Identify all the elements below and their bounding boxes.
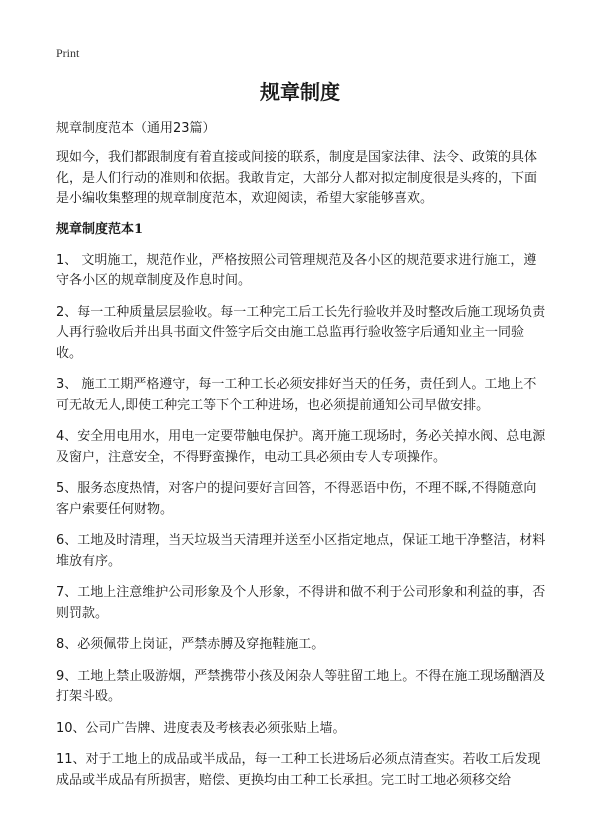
rule-item-4: 4、安全用电用水，用电一定要带触电保护。离开施工现场时，务必关掉水阀、总电源及窗户，注意安全，不得野蛮操作，电动工具必须由专人专项操作。 [56,429,546,465]
rule-item-2: 2、每一工种质量层层验收。每一工种完工后工长先行验收并及时整改后施工现场负责人再行验收后并出具书面文件签字后交由施工总监再行验收签字后通知业主一同验收。 [56,304,546,361]
rule-item-8: 8、必须佩带上岗证，严禁赤膊及穿拖鞋施工。 [56,637,325,652]
rule-item-1: 1、 文明施工，规范作业，严格按照公司管理规范及各小区的规范要求进行施工，遵守各小区的规章制度及作息时间。 [56,252,537,288]
document-subtitle: 规章制度范本（通用23篇） [56,121,216,136]
page-title: 规章制度 [260,80,340,104]
rule-item-11: 11、对于工地上的成品或半成品，每一工种工长进场后必须点清查实。若收工后发现成品或半成品有所损害，赔偿、更换均由工种工长承担。完工时工地必须移交给 [56,752,541,788]
document-body [56,119,548,802]
rule-item-10: 10、公司广告牌、进度表及考核表必须张贴上墙。 [56,720,346,736]
rule-item-7: 7、工地上注意维护公司形象及个人形象，不得讲和做不利于公司形象和利益的事，否则罚款。 [56,585,546,621]
intro-paragraph: 现如今，我们都跟制度有着直接或间接的联系，制度是国家法律、法令、政策的具体化，是人们行动的准则和依据。我敢肯定，大部分人都对拟定制度很是头疼的，下面是小编收集整理的规章制度范本，欢迎阅读，希望大家能够喜欢。 [56,150,538,206]
rule-item-5: 5、服务态度热情，对客户的提问要好言回答，不得恶语中伤，不理不睬,不得随意向客户索要任何财物。 [56,481,537,517]
rule-item-6: 6、工地及时清理，当天垃圾当天清理并送至小区指定地点，保证工地干净整洁，材料堆放有序。 [56,533,546,569]
rule-item-9: 9、工地上禁止吸游烟，严禁携带小孩及闲杂人等驻留工地上。不得在施工现场酗酒及打架斗殴。 [56,668,546,704]
print-link[interactable]: Print [56,46,80,60]
section-heading: 规章制度范本1 [56,221,144,237]
rule-item-3: 3、 施工工期严格遵守，每一工种工长必须安排好当天的任务，责任到人。工地上不可无故无人,即使工种完工等下个工种进场，也必须提前通知公司早做安排。 [56,377,537,413]
